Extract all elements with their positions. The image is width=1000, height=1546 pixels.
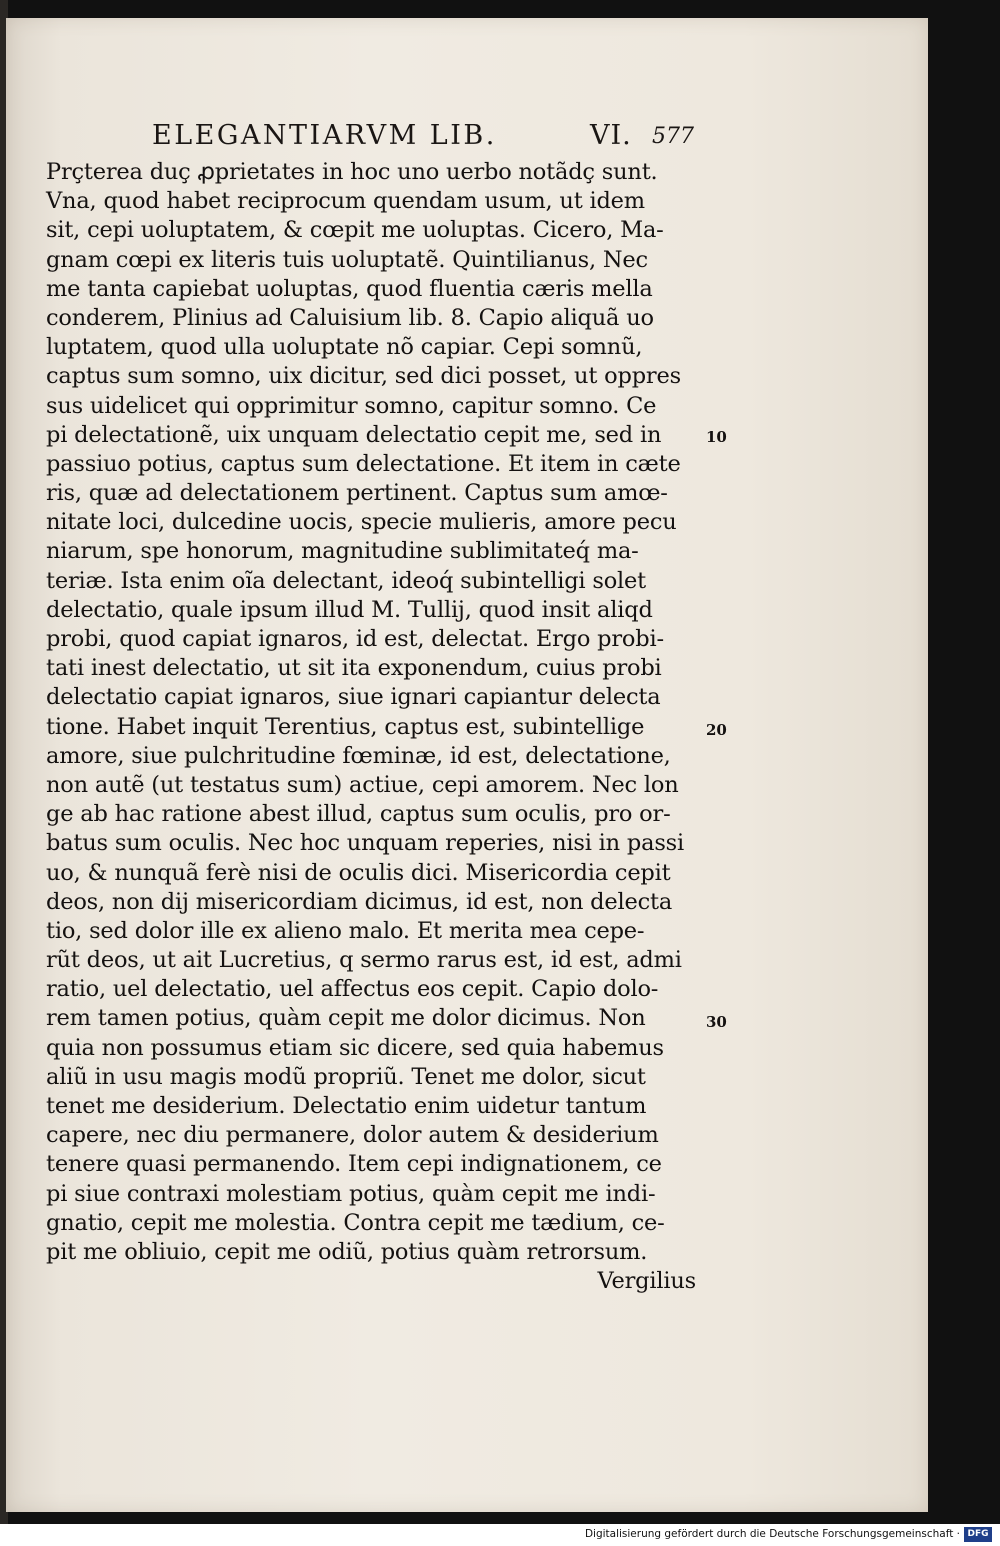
footer-bar <box>0 1524 1000 1546</box>
text-line: gnatio, cepit me molestia. Contra cepit me tædium, ce- <box>46 1209 665 1236</box>
catchword: Vergilius <box>597 1268 696 1295</box>
text-line: ge ab hac ratione abest illud, captus sum oculis, pro or- <box>46 801 671 828</box>
text-line: passiuo potius, captus sum delectatione. Et item in cæte <box>46 450 681 477</box>
text-line: quia non possumus etiam sic dicere, sed quia habemus <box>46 1034 664 1061</box>
text-line: tenet me desiderium. Delectatio enim uidetur tantum <box>46 1093 647 1119</box>
text-line: uo, & nunquã ferè nisi de oculis dici. Misericordia cepit <box>46 859 671 886</box>
text-line: delectatio capiat ignaros, siue ignari capiantur delecta <box>46 684 661 711</box>
text-line: sus uidelicet qui opprimitur somno, capitur somno. Ce <box>46 392 657 419</box>
text-line: tati inest delectatio, ut sit ita exponendum, cuius probi <box>46 655 662 682</box>
running-title: ELEGANTIARVM LIB. <box>152 120 497 151</box>
page-number: 577 <box>652 124 694 149</box>
margin-line-number: 10 <box>706 428 727 446</box>
text-line: tio, sed dolor ille ex alieno malo. Et merita mea cepe- <box>46 917 645 944</box>
text-line: non autẽ (ut testatus sum) actiue, cepi amorem. Nec lon <box>46 771 679 798</box>
text-line: rũt deos, ut ait Lucretius, q sermo rarus est, id est, admi <box>46 947 682 974</box>
text-line: tenere quasi permanendo. Item cepi indignationem, ce <box>46 1151 662 1178</box>
text-line: pi siue contraxi molestiam potius, quàm cepit me indi- <box>46 1180 656 1207</box>
page-header <box>152 120 692 156</box>
text-line: niarum, spe honorum, magnitudine sublimitateq́ ma- <box>46 538 639 565</box>
text-line: ratio, uel delectatio, uel affectus eos cepit. Capio dolo- <box>46 976 659 1003</box>
text-line: nitate loci, dulcedine uocis, specie mulieris, amore pecu <box>46 509 677 536</box>
text-line: captus sum somno, uix dicitur, sed dici posset, ut oppres <box>46 363 681 390</box>
margin-line-number: 30 <box>706 1013 727 1031</box>
text-line: delectatio, quale ipsum illud M. Tullij, quod insit aliqd <box>46 596 653 623</box>
chapter-number: VI. <box>590 120 632 151</box>
margin-line-number: 20 <box>706 721 727 739</box>
text-line: amore, siue pulchritudine fœminæ, id est, delectatione, <box>46 742 671 769</box>
book-page <box>6 18 928 1512</box>
text-line: deos, non dij misericordiam dicimus, id est, non delecta <box>46 888 673 915</box>
text-line: batus sum oculis. Nec hoc unquam reperies, nisi in passi <box>46 830 685 857</box>
body-text <box>46 158 716 1296</box>
text-line: tione. Habet inquit Terentius, captus est, subintellige <box>46 713 645 740</box>
text-line: Vna, quod habet reciprocum quendam usum, ut idem <box>46 188 645 215</box>
text-line: luptatem, quod ulla uoluptate nõ capiar. Cepi somnũ, <box>46 334 643 361</box>
text-line: probi, quod capiat ignaros, id est, delectat. Ergo probi- <box>46 626 664 652</box>
text-line: rem tamen potius, quàm cepit me dolor dicimus. Non <box>46 1005 646 1032</box>
text-line: capere, nec diu permanere, dolor autem & desiderium <box>46 1122 659 1149</box>
text-line: teriæ. Ista enim oĩa delectant, ideoq́ subintelligi solet <box>46 567 647 594</box>
text-line: sit, cepi uoluptatem, & cœpit me uoluptas. Cicero, Ma- <box>46 217 664 244</box>
digitization-credit: Digitalisierung gefördert durch die Deutsche Forschungsgemeinschaft · <box>584 1528 960 1540</box>
text-line: pi delectationẽ, uix unquam delectatio cepit me, sed in <box>46 421 662 448</box>
text-line: gnam cœpi ex literis tuis uoluptatẽ. Quintilianus, Nec <box>46 246 648 273</box>
text-line: conderem, Plinius ad Caluisium lib. 8. Capio aliquã uo <box>46 304 654 331</box>
text-line: me tanta capiebat uoluptas, quod fluentia cæris mella <box>46 275 653 302</box>
text-line: Prçterea duç ꝓprietates in hoc uno uerbo notãdç sunt. <box>46 159 658 185</box>
text-line: pit me obliuio, cepit me odiũ, potius quàm retrorsum. <box>46 1238 648 1265</box>
text-line: aliũ in usu magis modũ propriũ. Tenet me dolor, sicut <box>46 1063 646 1090</box>
dfg-logo: DFG <box>964 1527 992 1542</box>
text-line: ris, quæ ad delectationem pertinent. Captus sum amœ- <box>46 480 668 507</box>
